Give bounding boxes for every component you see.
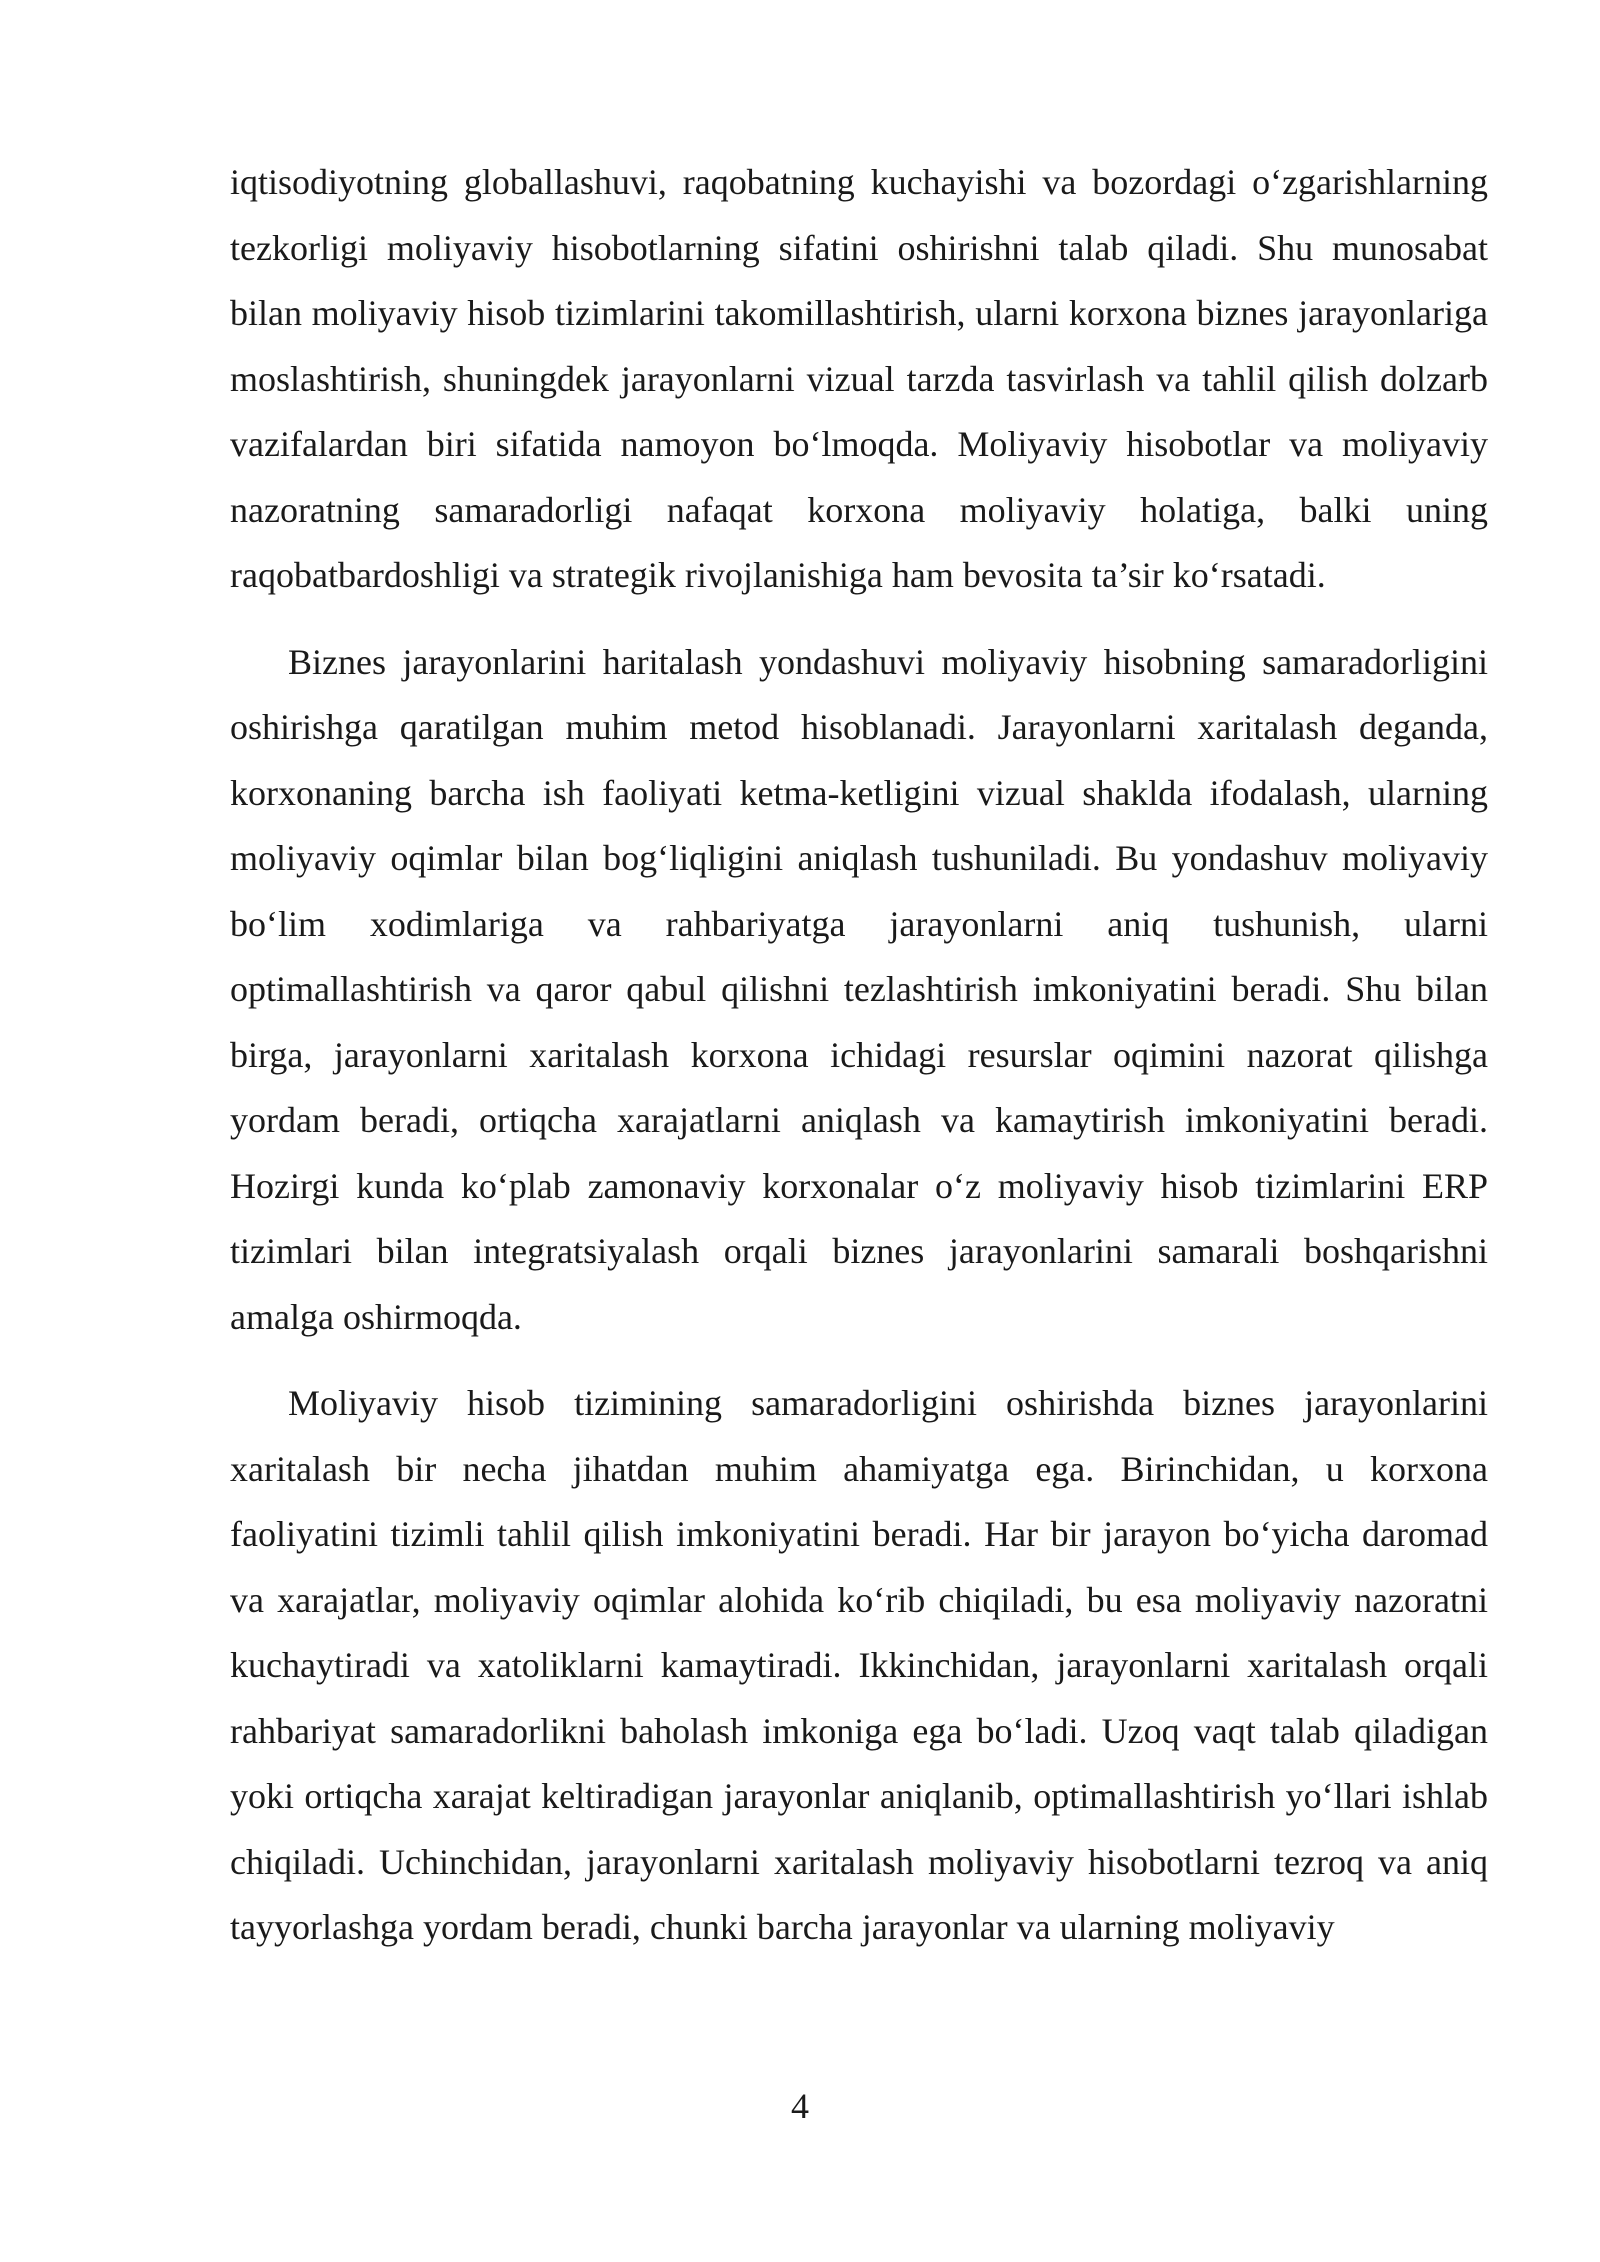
paragraph-2: Biznes jarayonlarini haritalash yondashuvi moliyaviy hisobning samaradorligini oshirishga qaratilgan muhim metod hisoblanadi. Jarayonlarni xaritalash deganda, korxonaning barcha ish faoliyati ketma-ketligini vizual shaklda ifodalash, ularning moliyaviy oqimlar bilan bog‘liqligini aniqlash tushuniladi. Bu yondashuv moliyaviy bo‘lim xodimlariga va rahbariyatga jarayonlarni aniq tushunish, ularni optimallashtirish va qaror qabul qilishni tezlashtirish imkoniyatini beradi. Shu bilan birga, jarayonlarni xaritalash korxona ichidagi resurslar oqimini nazorat qilishga yordam beradi, ortiqcha xarajatlarni aniqlash va kamaytirish imkoniyatini beradi. Hozirgi kunda ko‘plab zamonaviy korxonalar o‘z moliyaviy hisob tizimlarini ERP tizimlari bilan integratsiyalash orqali biznes jarayonlarini samarali boshqarishni amalga oshirmoqda. — [230, 641, 1488, 1337]
paragraph-3: Moliyaviy hisob tizimining samaradorligini oshirishda biznes jarayonlarini xaritalash bir necha jihatdan muhim ahamiyatga ega. Birinchidan, u korxona faoliyatini tizimli tahlil qilish imkoniyatini beradi. Har bir jarayon bo‘yicha daromad va xarajatlar, moliyaviy oqimlar alohida ko‘rib chiqiladi, bu esa moliyaviy nazoratni kuchaytiradi va xatoliklarni kamaytiradi. Ikkinchidan, jarayonlarni xaritalash orqali rahbariyat samaradorlikni baholash imkoniga ega bo‘ladi. Uzoq vaqt talab qiladigan yoki ortiqcha xarajat keltiradigan jarayonlar aniqlanib, optimallashtirish yo‘llari ishlab chiqiladi. Uchinchidan, jarayonlarni xaritalash moliyaviy hisobotlarni tezroq va aniq tayyorlashga yordam beradi, chunki barcha jarayonlar va ularning moliyaviy — [230, 1383, 1488, 1947]
paragraph-1: iqtisodiyotning globallashuvi, raqobatning kuchayishi va bozordagi o‘zgarishlarning tezkorligi moliyaviy hisobotlarning sifatini oshirishni talab qiladi. Shu munosabat bilan moliyaviy hisob tizimlarini takomillashtirish, ularni korxona biznes jarayonlariga moslashtirish, shuningdek jarayonlarni vizual tarzda tasvirlash va tahlil qilish dolzarb vazifalardan biri sifatida namoyon bo‘lmoqda. Moliyaviy hisobotlar va moliyaviy nazoratning samaradorligi nafaqat korxona moliyaviy holatiga, balki uning raqobatbardoshligi va strategik rivojlanishiga ham bevosita ta’sir ko‘rsatadi. — [230, 162, 1488, 595]
document-page — [230, 150, 1488, 1961]
page-number: 4 — [791, 2086, 809, 2126]
